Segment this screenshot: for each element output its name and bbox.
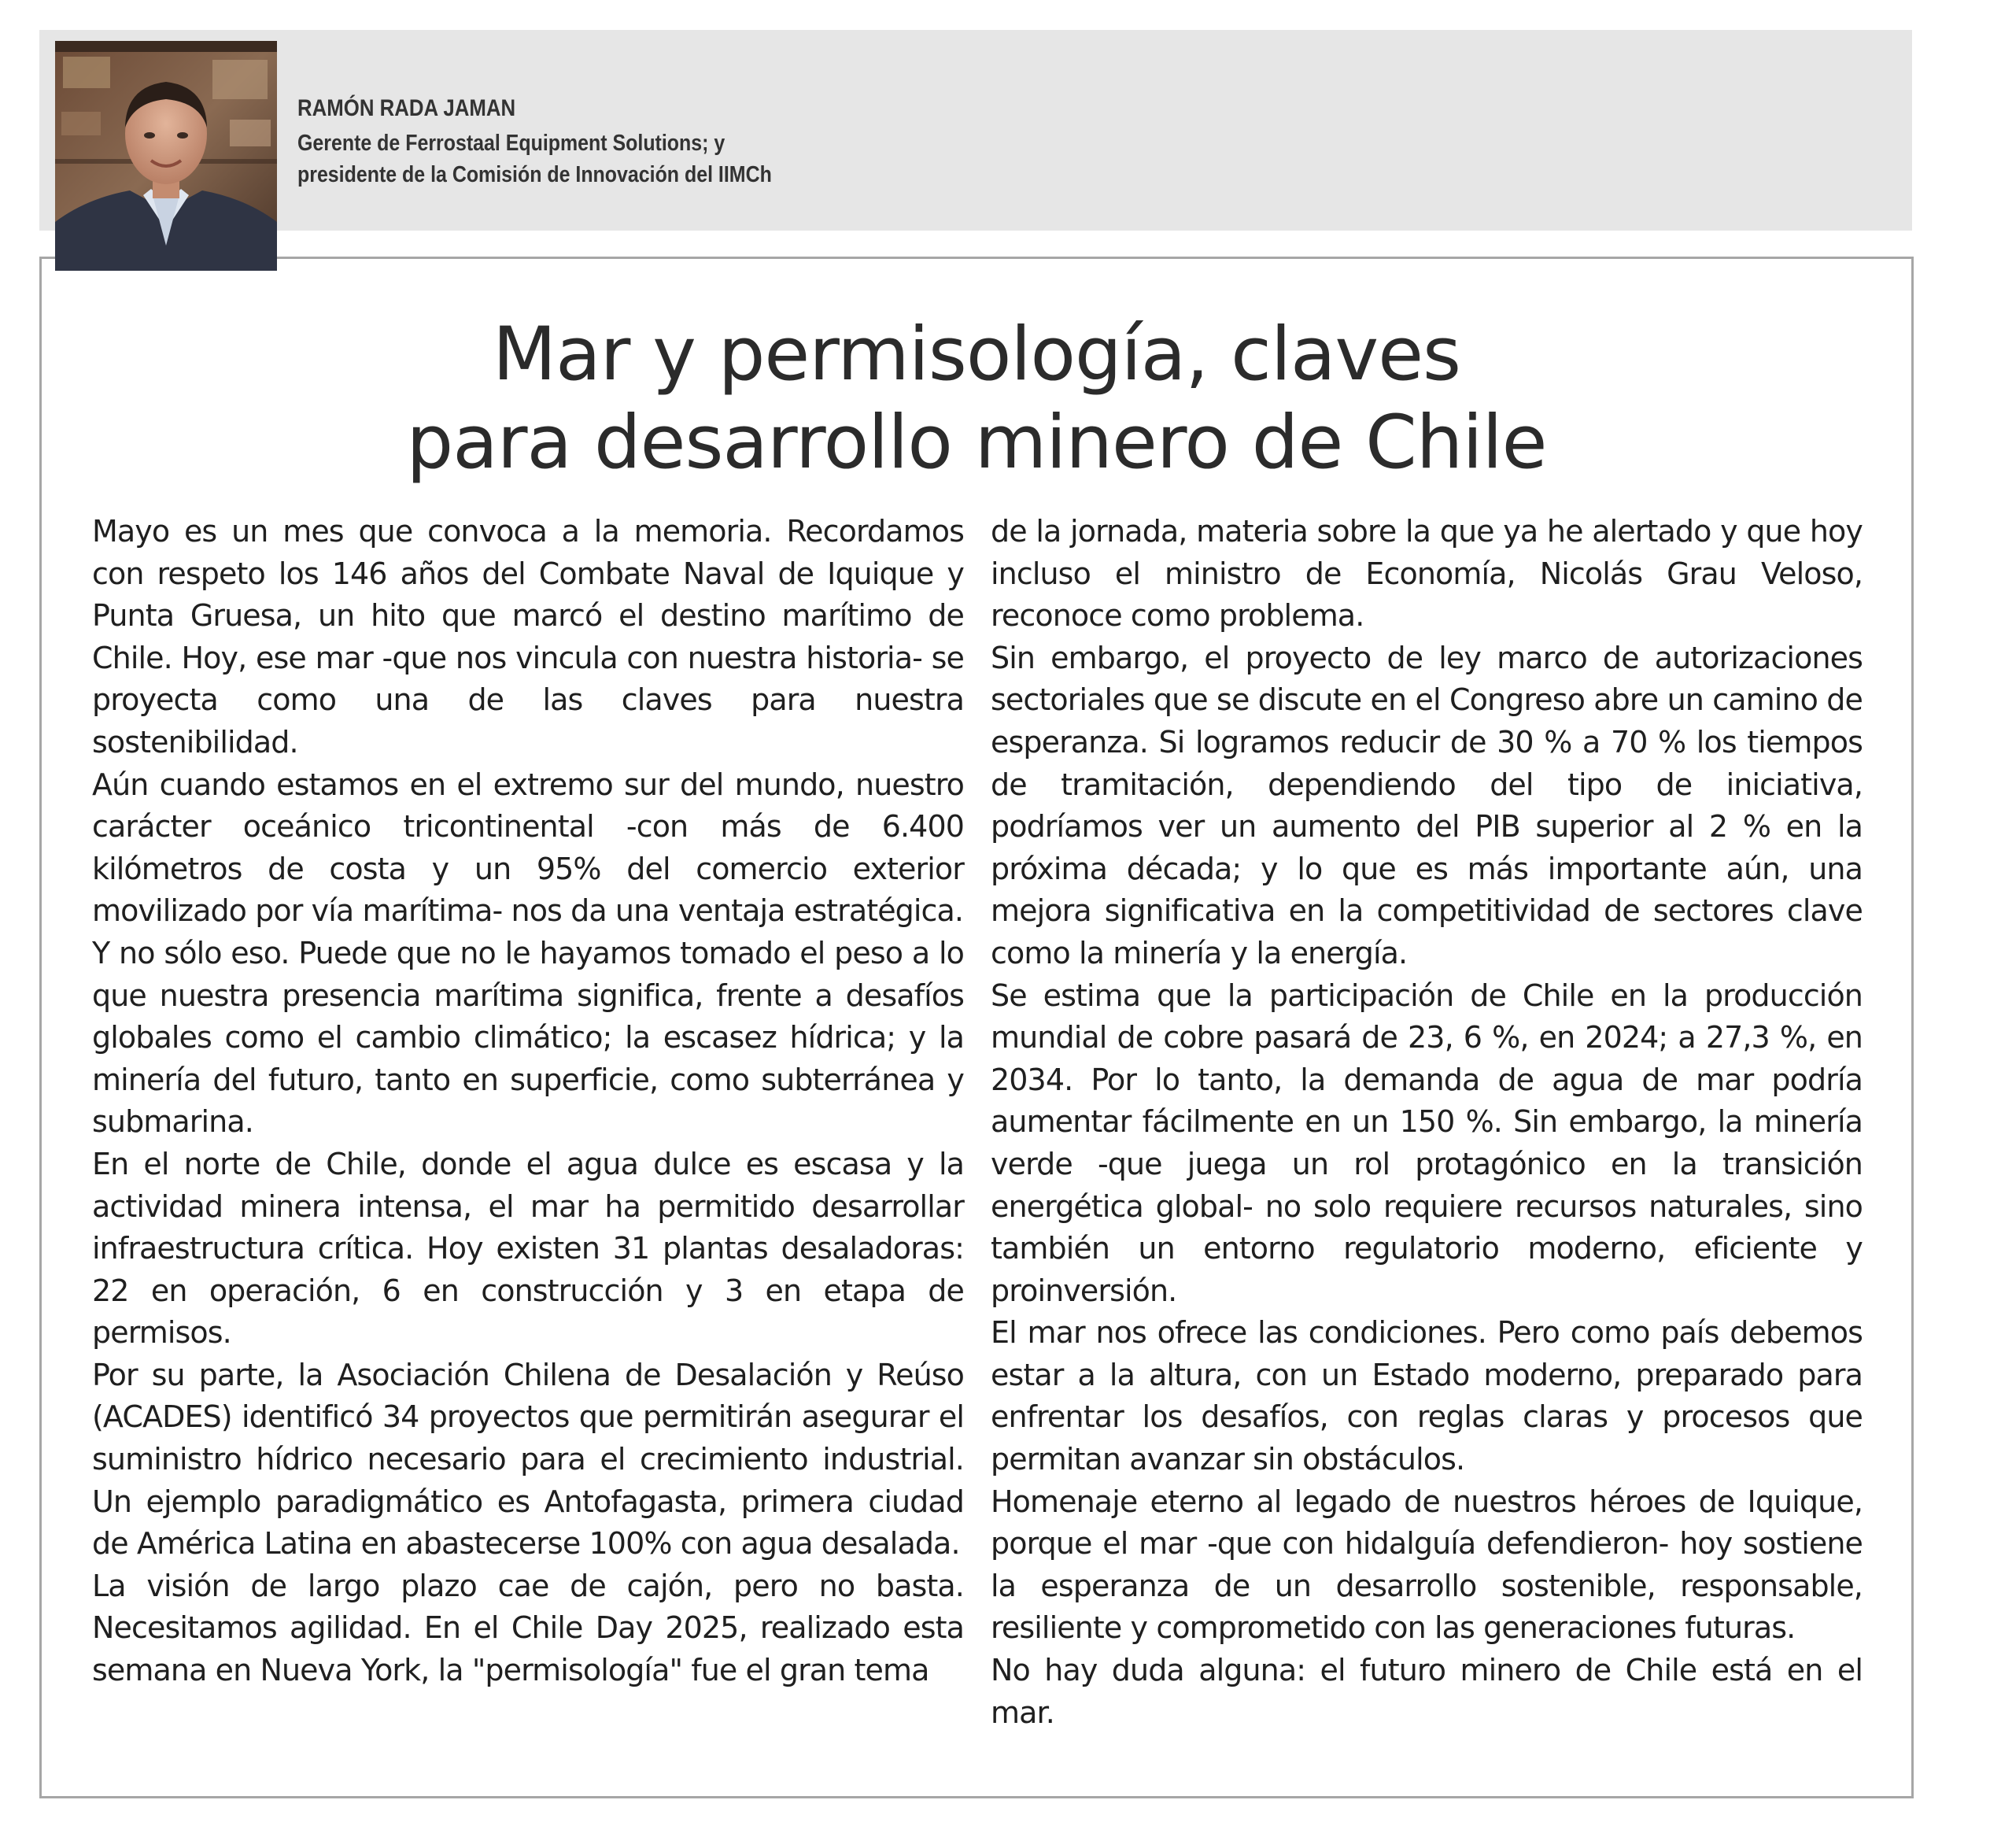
author-name: RAMÓN RADA JAMAN	[297, 95, 516, 121]
article-column-left	[92, 511, 964, 1692]
paragraph: Sin embargo, el proyecto de ley marco de autorizaciones sectoriales que se discute en el Congreso abre un camino de esperanza. Si logramos reducir de 30 % a 70 % los tiempos de tramitación, dependiendo del tipo de iniciativa, podríamos ver un aumento del PIB superior al 2 % en la próxima década; y lo que es más importante aún, una mejora significativa en la competitividad de sectores clave como la minería y la energía.	[991, 640, 1863, 970]
paragraph: El mar nos ofrece las condiciones. Pero como país debemos estar a la altura, con un Estado moderno, preparado para enfrentar los desafíos, con reglas claras y procesos que permitan avanzar sin obstáculos.	[991, 1315, 1863, 1477]
paragraph: Aún cuando estamos en el extremo sur del mundo, nuestro carácter oceánico tricontinental -con más de 6.400 kilómetros de costa y un 95% del comercio exterior movilizado por vía marítima- nos da una ventaja estratégica.	[92, 767, 964, 929]
paragraph: La visión de largo plazo cae de cajón, pero no basta. Necesitamos agilidad. En el Chile Day 2025, realizado esta semana en Nueva York, la "permisología" fue el gran tema	[92, 1568, 964, 1688]
headline-line-2: para desarrollo minero de Chile	[406, 400, 1547, 486]
article-frame	[39, 257, 1914, 1798]
paragraph: Y no sólo eso. Puede que no le hayamos tomado el peso a lo que nuestra presencia marítima significa, frente a desafíos globales como el cambio climático; la escasez hídrica; y la minería del futuro, tanto en superficie, como subterránea y submarina.	[92, 935, 964, 1140]
author-title-line-1: Gerente de Ferrostaal Equipment Solutions; y	[297, 131, 725, 156]
author-photo	[55, 41, 277, 271]
headline-line-1: Mar y permisología, claves	[492, 312, 1460, 397]
article-headline	[42, 311, 1911, 487]
paragraph: Mayo es un mes que convoca a la memoria. Recordamos con respeto los 146 años del Combate Naval de Iquique y Punta Gruesa, un hito que marcó el destino marítimo de Chile. Hoy, ese mar -que nos vincula con nuestra historia- se proyecta como una de las claves para nuestra sostenibilidad.	[92, 514, 964, 760]
paragraph: Se estima que la participación de Chile en la producción mundial de cobre pasará de 23, 6 %, en 2024; a 27,3 %, en 2034. Por lo tanto, la demanda de agua de mar podría aumentar fácilmente en un 150 %. Sin embargo, la minería verde -que juega un rol protagónico en la transición energética global- no solo requiere recursos naturales, sino también un entorno regulatorio moderno, eficiente y proinversión.	[991, 978, 1863, 1308]
author-title-line-2: presidente de la Comisión de Innovación del IIMCh	[297, 162, 772, 187]
paragraph: Homenaje eterno al legado de nuestros héroes de Iquique, porque el mar -que con hidalguía defendieron- hoy sostiene la esperanza de un desarrollo sostenible, responsable, resiliente y comprometido con las generaciones futuras.	[991, 1484, 1863, 1646]
paragraph: Por su parte, la Asociación Chilena de Desalación y Reúso (ACADES) identificó 34 proyectos que permitirán asegurar el suministro hídrico necesario para el crecimiento industrial. Un ejemplo paradigmático es Antofagasta, primera ciudad de América Latina en abastecerse 100% con agua desalada.	[92, 1357, 964, 1562]
paragraph: No hay duda alguna: el futuro minero de Chile está en el mar.	[991, 1653, 1863, 1730]
paragraph: En el norte de Chile, donde el agua dulce es escasa y la actividad minera intensa, el mar ha permitido desarrollar infraestructura crítica. Hoy existen 31 plantas desaladoras: 22 en operación, 6 en construcción y 3 en etapa de permisos.	[92, 1146, 964, 1351]
paragraph: de la jornada, materia sobre la que ya he alertado y que hoy incluso el ministro de Economía, Nicolás Grau Veloso, reconoce como problema.	[991, 514, 1863, 634]
article-column-right	[991, 511, 1863, 1734]
author-byline	[297, 93, 772, 190]
